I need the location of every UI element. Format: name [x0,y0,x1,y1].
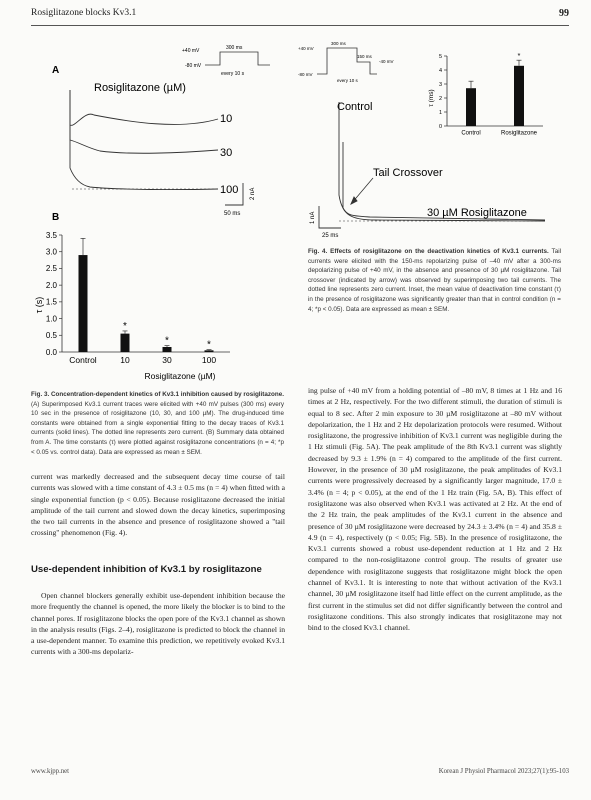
y-tick-label: 2.0 [45,280,57,290]
bar [466,88,476,126]
header-rule [31,25,569,26]
fig4-interval: every 10 s [337,78,358,83]
y-tick-label: 2.5 [45,264,57,274]
fig3-panel-b-label: B [52,212,60,223]
fig4-protocol-inset [298,41,394,83]
running-title: Rosiglitazone blocks Kv3.1 [31,8,137,18]
fig3-bar-chart [46,231,230,365]
x-tick-label: Rosiglitazone [500,130,538,137]
fig3-trace-label-30: 30 [220,147,233,159]
significance-star: * [123,320,127,332]
fig3-v-hold: -80 mV [185,63,202,69]
bar [121,334,130,352]
fig3-caption [31,390,284,457]
significance-star: * [517,51,521,61]
bar [514,66,524,126]
y-tick-label: 1.5 [45,297,57,307]
page-number: 99 [559,8,569,19]
left-column-para1 [31,471,285,539]
bar [163,347,172,352]
fig3-y-label: τ (s) [34,296,44,314]
fig3-caption-title: Fig. 3. Concentration-dependent kinetics of Kv3.1 inhibition caused by rosiglitazone. [31,391,284,398]
fig4-inset-bar-chart [439,51,543,136]
y-tick-label: 0.0 [45,347,57,357]
fig3-protocol-inset [182,45,270,77]
right-column-para1 [308,385,562,634]
significance-star: * [165,335,169,347]
y-tick-label: 0.5 [45,331,57,341]
left-column-para2 [31,590,285,658]
y-tick-label: 3.0 [45,247,57,257]
fig4-y-label: τ (ms) [428,89,435,107]
x-tick-label: Control [461,130,481,137]
fig4-label-rosi: 30 µM Rosiglitazone [427,207,527,219]
paragraph: current was markedly decreased and the subsequent decay time course of tail currents was slowed with a time constant of 4.3 ± 0.5 ms (n = 4) when fitted with a single exponential function (p < 0.05). Because rosiglitazone decreased the initial amplitude of the tail current and slowed down the decay kinetics, superimposing the two tail currents in the absence and presence of rosiglitazone showed a "tail crossing" phenomenon (Fig. 4). [31,472,285,538]
fig4-caption [308,247,561,314]
x-tick-label: Control [69,355,97,365]
fig4-scale-x: 25 ms [322,233,339,239]
fig4-caption-text: Tail currents were elicited with the 150-ms repolarizing pulse of –40 mV after a 300-ms depolarizing pulse of +40 mV, in the absence and presence of 30 µM rosiglitazone. Tail crossover (indicated by arrow) was observed by superimposing two tail currents. The dotted line represents zero current. Inset, the mean value of deactivation time constant (τ) in the presence of rosiglitazone was significantly greater than that in control condition (n = 4; *p < 0.05). Data are expressed as mean ± SEM. [308,248,561,313]
y-tick-label: 4 [438,67,442,74]
paragraph: Open channel blockers generally exhibit use-dependent inhibition because the more frequently the channel is opened, the more likely the blocker is to bind to the channel pores. If rosiglitazone blocks the open pore of the Kv3.1 channel as shown in the analysis results (Figs. 2–4), rosiglitazone is predicted to block the channel in a use-dependent manner. To examine this prediction, we repetitively evoked Kv3.1 currents with a 300-ms depolariz- [31,591,285,657]
fig4-label-control: Control [337,101,373,113]
y-tick-label: 3.5 [45,230,57,240]
fig4-tail-duration: 150 ms [357,54,372,59]
fig4-scale-y: 1 nA [310,211,316,224]
y-tick-label: 3 [438,81,442,88]
fig4-caption-title: Fig. 4. Effects of rosiglitazone on the deactivation kinetics of Kv3.1 currents. [308,248,549,255]
x-tick-label: 10 [120,355,130,365]
y-tick-label: 1 [438,109,442,116]
y-tick-label: 0 [438,123,442,130]
fig3-interval: every 10 s [221,71,245,77]
significance-star: * [207,339,211,351]
fig3 [30,30,292,385]
y-tick-label: 5 [438,53,442,60]
fig3-duration: 300 ms [226,45,243,51]
fig4-label-crossover: Tail Crossover [373,167,443,179]
section-heading: Use-dependent inhibition of Kv3.1 by rosiglitazone [31,564,262,575]
fig4-scale-bar [310,206,341,239]
fig4-v-tail: -40 mV [379,59,394,64]
fig3-trace-label-10: 10 [220,113,233,125]
running-header [31,8,569,24]
fig3-caption-text: (A) Superimposed Kv3.1 current traces were elicited with +40 mV pulses (300 ms) every 10 sec in the presence of rosiglitazone (10, 30, and 100 µM). The drug-induced time constants were obtained from a single exponential fitting to the decay traces of Kv3.1 currents (solid lines). The dotted line represents zero current. (B) Summary data obtained from A. The time constants (τ) were plotted against rosiglitazone concentrations (n = 4; *p < 0.05 vs. control data). Data are expressed as mean ± SEM. [31,400,284,456]
fig3-x-label: Rosiglitazone (µM) [144,371,216,381]
fig3-traces [70,90,218,190]
fig4-v-step: +40 mV [298,46,314,51]
x-tick-label: 30 [162,355,172,365]
fig3-trace-label-100: 100 [220,184,239,196]
x-tick-label: 100 [201,355,217,365]
footer-url: www.kjpp.net [31,768,70,775]
fig3-scale-x: 50 ms [224,211,241,217]
y-tick-label: 1.0 [45,314,57,324]
fig3-v-step: +40 mV [182,48,200,54]
fig3-trace-title: Rosiglitazone (µM) [94,82,186,94]
footer-citation: Korean J Physiol Pharmacol 2023;27(1):95-103 [438,768,569,775]
fig3-panel-a-label: A [52,65,60,76]
fig4 [295,30,565,240]
bar [79,255,88,352]
y-tick-label: 2 [438,95,442,102]
fig4-v-hold: -80 mV [298,72,313,77]
fig4-step-duration: 300 ms [331,41,346,46]
paragraph: ing pulse of +40 mV from a holding potential of –80 mV, 8 times at 1 Hz and 16 times at 2 Hz, respectively. For the two different stimuli, the duration of stimuli is equal to 8 sec. After 2 min exposure to 30 µM rosiglitazone at –80 mV without depolarization, the 1 Hz and 2 Hz depolarization protocols were resumed. Without rosiglitazone, the progressive inhibition of Kv3.1 current was negligible during the 1 Hz stimuli (Fig. 5A). The peak amplitude of the 8th Kv3.1 current was slightly decreased by 9.3 ± 1.9% (n = 4) compared to the amplitude of the first current. However, in the presence of 30 µM rosiglitazone, the peak amplitudes of Kv3.1 currents were progressively decreased by a significantly larger magnitude, 17.0 ± 3.4% (n = 4; p < 0.05), at the end of the 1 Hz train (Fig. 5A, B). This effect of rosiglitazone was also observed when Kv3.1 was activated at 2 Hz. At the end of the 2 Hz train, the peak amplitudes of the Kv3.1 current in the absence and presence of 30 µM rosiglitazone were decreased by 24.3 ± 3.4% (n = 4) and 35.8 ± 4.9 (n = 4), respectively (p < 0.05; Fig. 5B). In the presence of rosiglitazone, the Kv3.1 currents showed a robust use-dependent reduction at 1 Hz and 2 Hz compared to the non-rosiglitazone control group. The results of greater use dependence with rosiglitazone suggests that rosiglitazone might block the open channel of Kv3.1. It is interesting to note that without activation of the Kv3.1 channel, 30 µM rosiglitazone itself had little effect on the current amplitude, as the first current in the stimulus set did not differ significantly between the control and rosiglitazone conditions. This also strongly indicates that rosiglitazone may not bind to the closed Kv3.1 channel. [308,386,562,633]
fig3-scale-y: 2 nA [250,187,256,200]
